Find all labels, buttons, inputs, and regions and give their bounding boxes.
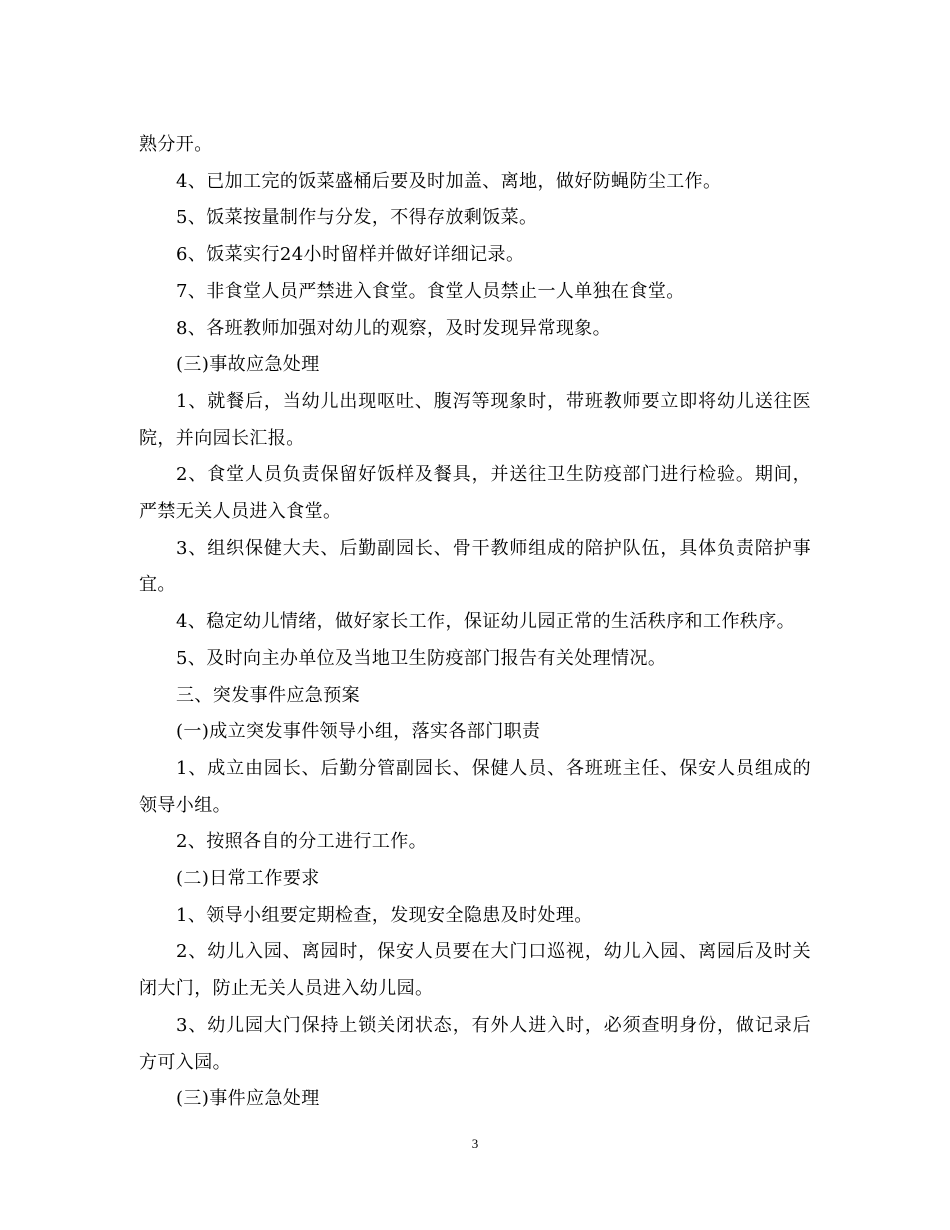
- section-heading: (一)成立突发事件领导小组，落实各部门职责: [176, 721, 541, 743]
- paragraph: 2、食堂人员负责保留好饭样及餐具，并送往卫生防疫部门进行检验。期间，严禁无关人员进入食堂。: [139, 464, 811, 523]
- page-number: 3: [471, 1136, 479, 1151]
- document-body: [139, 127, 811, 1118]
- paragraph: 2、幼儿入园、离园时，保安人员要在大门口巡视，幼儿入园、离园后及时关闭大门，防止无关人员进入幼儿园。: [139, 941, 811, 1000]
- paragraph: 1、领导小组要定期检查，发现安全隐患及时处理。: [176, 904, 593, 926]
- section-heading: (三)事件应急处理: [176, 1088, 320, 1110]
- section-heading: (三)事故应急处理: [176, 354, 320, 376]
- paragraph: 2、按照各自的分工进行工作。: [176, 831, 428, 853]
- paragraph: 3、幼儿园大门保持上锁关闭状态，有外人进入时，必须查明身份，做记录后方可入园。: [139, 1014, 811, 1073]
- paragraph: 4、已加工完的饭菜盛桶后要及时加盖、离地，做好防蝇防尘工作。: [176, 170, 722, 192]
- paragraph: 8、各班教师加强对幼儿的观察，及时发现异常现象。: [176, 317, 612, 339]
- paragraph: 1、就餐后，当幼儿出现呕吐、腹泻等现象时，带班教师要立即将幼儿送往医院，并向园长汇报。: [139, 390, 811, 449]
- paragraph: 7、非食堂人员严禁进入食堂。食堂人员禁止一人单独在食堂。: [176, 280, 685, 302]
- section-heading: (二)日常工作要求: [176, 868, 320, 890]
- paragraph: 4、稳定幼儿情绪，做好家长工作，保证幼儿园正常的生活秩序和工作秩序。: [176, 611, 796, 633]
- paragraph: 5、饭菜按量制作与分发，不得存放剩饭菜。: [176, 207, 538, 229]
- paragraph: 1、成立由园长、后勤分管副园长、保健人员、各班班主任、保安人员组成的领导小组。: [139, 757, 811, 816]
- paragraph: 5、及时向主办单位及当地卫生防疫部门报告有关处理情况。: [176, 647, 667, 669]
- paragraph: 6、饭菜实行24小时留样并做好详细记录。: [176, 244, 525, 266]
- paragraph: 3、组织保健大夫、后勤副园长、骨干教师组成的陪护队伍，具体负责陪护事宜。: [139, 537, 811, 596]
- paragraph: 熟分开。: [139, 134, 213, 155]
- section-heading: 三、突发事件应急预案: [176, 684, 360, 706]
